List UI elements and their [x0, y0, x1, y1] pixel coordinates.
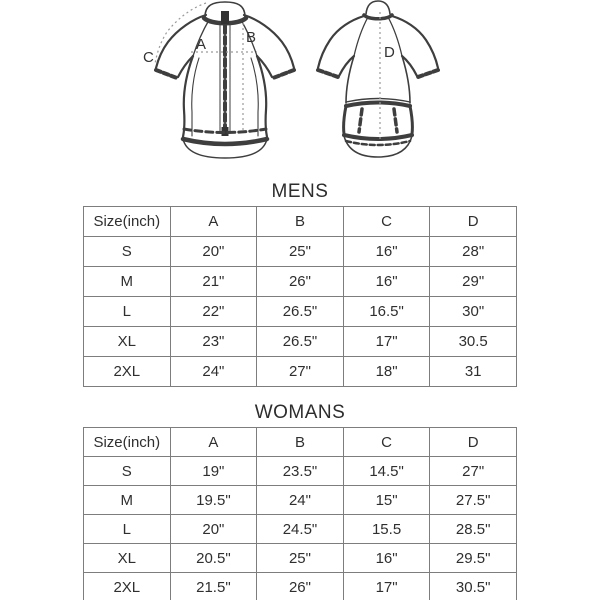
womans-table-title: WOMANS — [254, 402, 346, 423]
measure-label-a: A — [196, 36, 207, 53]
table-row — [84, 457, 517, 486]
value-cell: 26" — [257, 573, 344, 600]
value-cell: 17" — [343, 327, 430, 357]
value-cell: 21.5" — [170, 573, 257, 600]
size-cell: XL — [84, 544, 171, 573]
header-cell: Size(inch) — [84, 428, 171, 457]
size-cell: M — [84, 267, 171, 297]
header-cell: D — [430, 428, 517, 457]
measure-label-b: B — [246, 29, 257, 46]
pocket-top-band — [346, 103, 410, 107]
table-row — [84, 573, 517, 600]
pocket-left-edge — [344, 106, 346, 134]
value-cell: 18" — [343, 357, 430, 387]
header-cell: C — [343, 207, 430, 237]
value-cell: 26" — [257, 267, 344, 297]
womans-header-row — [84, 428, 517, 457]
value-cell: 24" — [257, 486, 344, 515]
value-cell: 16" — [343, 237, 430, 267]
header-cell: B — [257, 428, 344, 457]
measure-line-c — [155, 3, 206, 64]
front-right-cuff — [273, 70, 294, 78]
value-cell: 22" — [170, 297, 257, 327]
value-cell: 30.5" — [430, 573, 517, 600]
back-left-raglan-seam — [354, 17, 368, 56]
header-cell: C — [343, 428, 430, 457]
value-cell: 27" — [430, 457, 517, 486]
header-cell: A — [170, 428, 257, 457]
front-right-side-panel — [251, 58, 258, 136]
table-row — [84, 357, 517, 387]
back-left-cuff — [318, 70, 338, 77]
value-cell: 28" — [430, 237, 517, 267]
table-row — [84, 327, 517, 357]
size-cell: S — [84, 457, 171, 486]
mens-header-row — [84, 207, 517, 237]
pocket-bottom-band — [344, 135, 412, 139]
value-cell: 31 — [430, 357, 517, 387]
header-cell: B — [257, 207, 344, 237]
value-cell: 16.5" — [343, 297, 430, 327]
value-cell: 25" — [257, 237, 344, 267]
value-cell: 15.5 — [343, 515, 430, 544]
value-cell: 23.5" — [257, 457, 344, 486]
header-cell: Size(inch) — [84, 207, 171, 237]
zipper-garage — [221, 11, 229, 24]
value-cell: 26.5" — [257, 327, 344, 357]
table-row — [84, 515, 517, 544]
back-collar-top — [366, 1, 390, 14]
value-cell: 14.5" — [343, 457, 430, 486]
value-cell: 27.5" — [430, 486, 517, 515]
size-cell: L — [84, 515, 171, 544]
value-cell: 16" — [343, 544, 430, 573]
value-cell: 29" — [430, 267, 517, 297]
jersey-diagram-svg — [0, 0, 600, 178]
table-row — [84, 544, 517, 573]
size-cell: M — [84, 486, 171, 515]
value-cell: 15" — [343, 486, 430, 515]
size-cell: 2XL — [84, 573, 171, 600]
front-hem-band — [183, 139, 267, 144]
front-jersey-drawing — [156, 2, 294, 158]
value-cell: 19.5" — [170, 486, 257, 515]
pocket-divider-left — [359, 109, 362, 132]
value-cell: 24" — [170, 357, 257, 387]
jersey-diagram — [0, 0, 600, 178]
size-cell: XL — [84, 327, 171, 357]
value-cell: 30.5 — [430, 327, 517, 357]
value-cell: 17" — [343, 573, 430, 600]
value-cell: 20" — [170, 237, 257, 267]
size-cell: S — [84, 237, 171, 267]
front-left-side-panel — [192, 58, 199, 136]
table-row — [84, 267, 517, 297]
header-cell: A — [170, 207, 257, 237]
value-cell: 26.5" — [257, 297, 344, 327]
value-cell: 30" — [430, 297, 517, 327]
pocket-divider-right — [394, 109, 397, 132]
measure-label-c: C — [143, 49, 154, 66]
back-right-cuff — [418, 70, 438, 77]
value-cell: 27" — [257, 357, 344, 387]
value-cell: 28.5" — [430, 515, 517, 544]
measure-label-d: D — [384, 44, 395, 61]
value-cell: 24.5" — [257, 515, 344, 544]
value-cell: 20" — [170, 515, 257, 544]
back-jersey-drawing — [318, 1, 438, 157]
value-cell: 29.5" — [430, 544, 517, 573]
mens-size-table — [83, 206, 517, 387]
table-row — [84, 237, 517, 267]
mens-table-title: MENS — [271, 181, 329, 202]
womans-size-table — [83, 427, 517, 600]
header-cell: D — [430, 207, 517, 237]
value-cell: 23" — [170, 327, 257, 357]
value-cell: 25" — [257, 544, 344, 573]
back-hem-stitch — [346, 141, 410, 145]
front-left-cuff — [156, 70, 177, 78]
table-row — [84, 486, 517, 515]
pocket-right-edge — [410, 106, 412, 134]
value-cell: 16" — [343, 267, 430, 297]
value-cell: 21" — [170, 267, 257, 297]
size-cell: 2XL — [84, 357, 171, 387]
table-row — [84, 297, 517, 327]
value-cell: 19" — [170, 457, 257, 486]
size-cell: L — [84, 297, 171, 327]
value-cell: 20.5" — [170, 544, 257, 573]
